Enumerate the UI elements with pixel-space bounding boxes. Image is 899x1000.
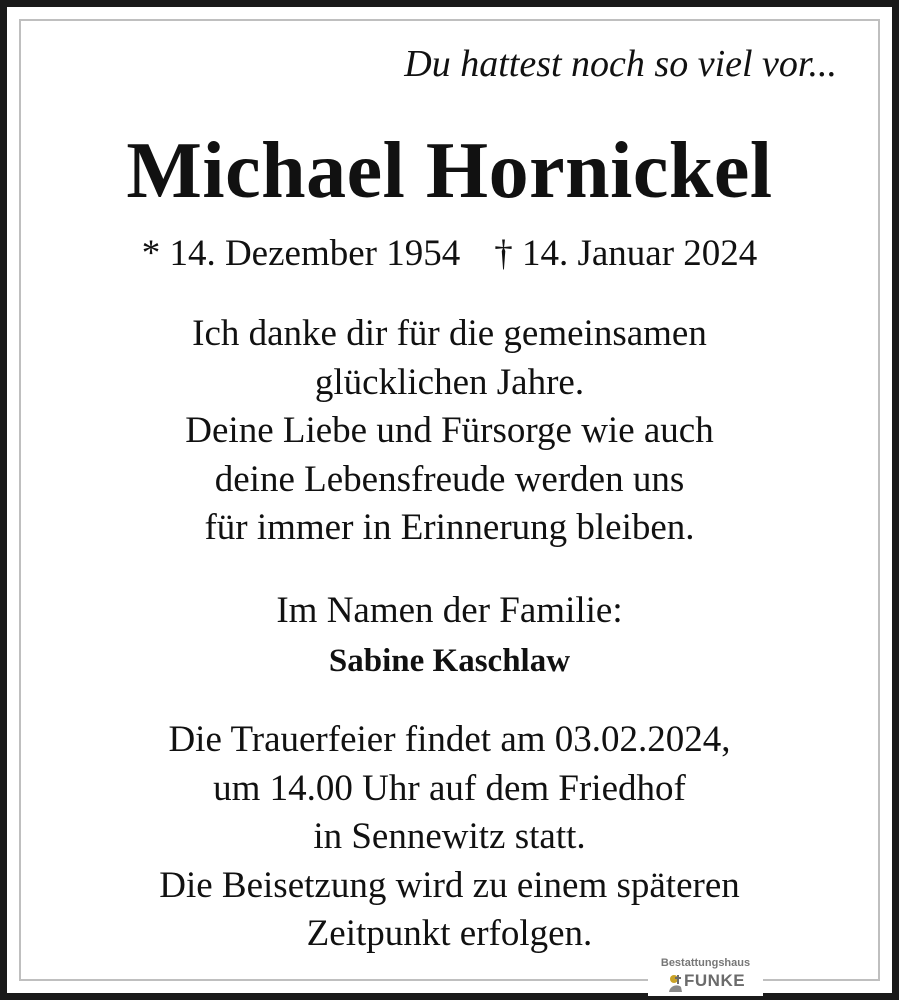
funeral-home-logo bbox=[648, 956, 763, 996]
funeral-line: Die Trauerfeier findet am 03.02.2024, bbox=[168, 719, 731, 760]
tribute-line: Ich danke dir für die gemeinsamen bbox=[192, 313, 707, 354]
tribute-line: Deine Liebe und Fürsorge wie auch bbox=[185, 410, 714, 451]
funeral-line: um 14.00 Uhr auf dem Friedhof bbox=[213, 767, 686, 809]
signer-name: Sabine Kaschlaw bbox=[328, 643, 571, 679]
tribute-text bbox=[0, 310, 899, 553]
deceased-name: Michael Hornickel bbox=[126, 127, 773, 215]
funeral-info bbox=[0, 716, 899, 959]
tribute-line: glücklichen Jahre. bbox=[314, 361, 585, 403]
funeral-line: Die Beisetzung wird zu einem späteren bbox=[159, 864, 740, 906]
funeral-line: in Sennewitz statt. bbox=[313, 816, 586, 857]
life-dates bbox=[0, 230, 899, 278]
logo-bottom-text: FUNKE bbox=[684, 971, 746, 990]
death-date: † 14. Januar 2024 bbox=[494, 233, 758, 274]
tribute-line: deine Lebensfreude werden uns bbox=[214, 458, 685, 500]
motto: Du hattest noch so viel vor... bbox=[404, 43, 837, 85]
tribute-line: für immer in Erinnerung bleiben. bbox=[204, 507, 695, 548]
funeral-home-logo-icon bbox=[668, 973, 684, 993]
birth-date: * 14. Dezember 1954 bbox=[141, 233, 461, 274]
family-label: Im Namen der Familie: bbox=[276, 590, 623, 631]
logo-top-text: Bestattungshaus bbox=[660, 957, 751, 969]
funeral-line: Zeitpunkt erfolgen. bbox=[306, 913, 593, 954]
